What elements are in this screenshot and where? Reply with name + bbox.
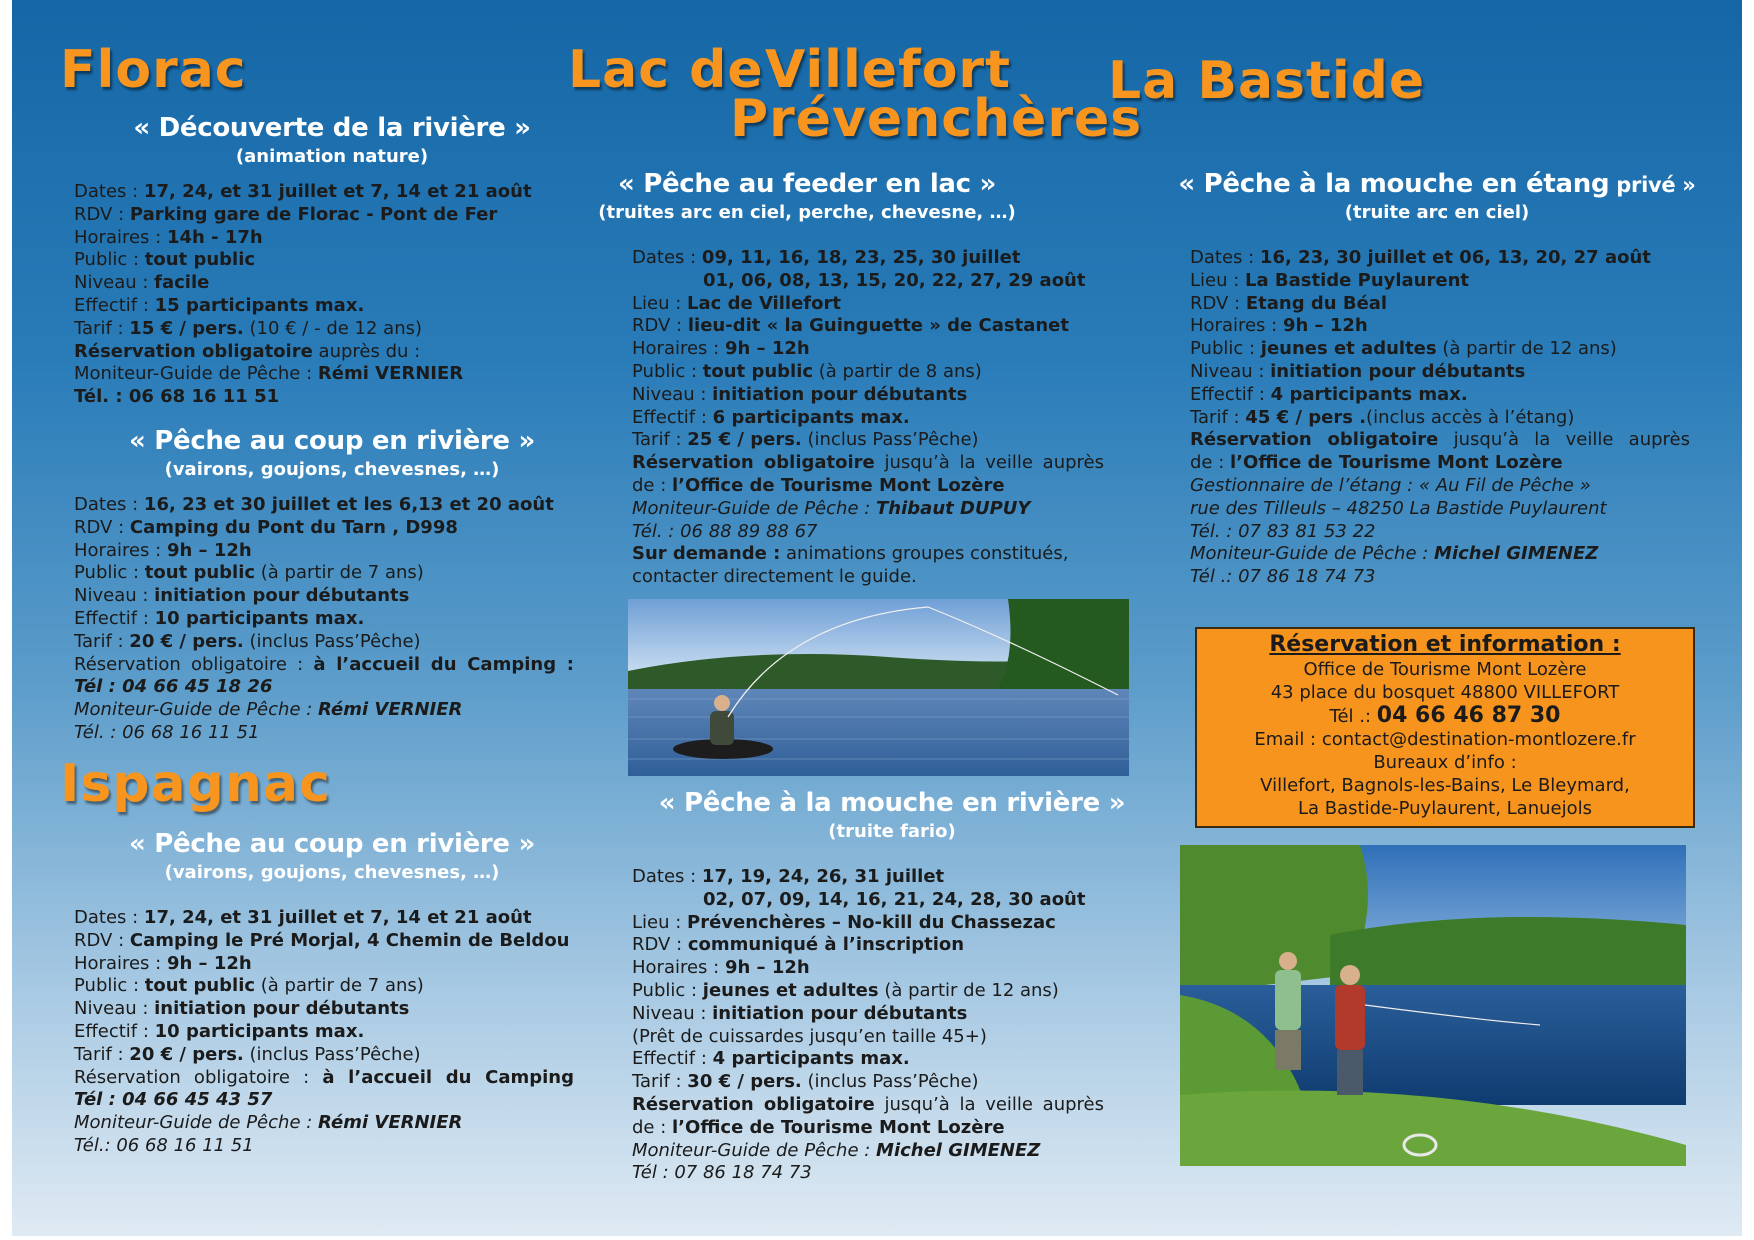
info-line — [1190, 247, 1690, 270]
section-subtitle-decouverte: (animation nature) — [235, 146, 429, 167]
info-value: initiation pour débutants — [712, 1002, 968, 1024]
info-value: Rémi VERNIER — [318, 1112, 463, 1134]
info-line — [632, 1140, 1104, 1163]
info-line — [632, 338, 1104, 361]
info-extra: (à partir de 12 ans) — [878, 979, 1059, 1001]
office-phone-line — [1197, 704, 1693, 728]
info-value: 15 € / pers. — [129, 317, 244, 339]
info-value: 4 participants max. — [712, 1048, 910, 1070]
info-value: jeunes et adultes — [1260, 338, 1437, 360]
info-extra: (10 € / - de 12 ans) — [243, 317, 422, 339]
info-line — [632, 912, 1104, 935]
info-line — [1190, 429, 1690, 452]
section-subtitle-coup-florac: (vairons, goujons, chevesnes, …) — [164, 459, 500, 480]
info-mouche-etang — [1190, 247, 1690, 589]
info-value: 9h – 12h — [1282, 315, 1368, 337]
info-label: Tarif : — [1190, 406, 1246, 428]
info-line — [632, 543, 1104, 566]
info-value: à l’accueil du Camping — [322, 1066, 574, 1088]
photo-pond-fishers — [1180, 845, 1686, 1166]
info-label: Réservation obligatoire : — [74, 653, 314, 675]
info-value: Rémi VERNIER — [318, 699, 463, 721]
info-label: Dates : — [74, 907, 144, 928]
info-text: jusqu’à la veille auprès — [874, 452, 1104, 474]
info-line — [74, 1135, 574, 1158]
info-line — [74, 975, 574, 998]
info-value: initiation pour débutants — [154, 998, 410, 1020]
info-label: Effectif : — [74, 1020, 155, 1042]
info-value: Lac de Villefort — [687, 292, 841, 314]
info-feeder — [632, 247, 1104, 589]
info-label: Horaires : — [632, 338, 725, 360]
info-value: 45 € / pers . — [1245, 406, 1367, 428]
info-decouverte — [74, 181, 532, 409]
info-label: RDV : — [632, 315, 688, 337]
bureaux-towns-1: Villefort, Bagnols-les-Bains, Le Bleymard, — [1260, 775, 1630, 796]
info-line — [74, 953, 574, 976]
info-value: 09, 11, 16, 18, 23, 25, 30 juillet — [701, 247, 1021, 268]
info-text: Tél. : 06 88 89 88 67 — [632, 520, 818, 542]
info-line — [632, 498, 1104, 521]
info-label: RDV : — [1190, 292, 1246, 314]
info-value: tout public — [144, 249, 256, 271]
info-value: La Bastide Puylaurent — [1245, 269, 1470, 291]
info-line — [1190, 521, 1690, 544]
info-value: 17, 19, 24, 26, 31 juillet — [701, 866, 945, 887]
info-value: 25 € / pers. — [687, 429, 802, 451]
info-line — [632, 957, 1104, 980]
info-value: à l’accueil du Camping : — [313, 653, 574, 675]
info-value: 9h – 12h — [166, 952, 252, 974]
info-value: 17, 24, et 31 juillet et 7, 14 et 21 août — [143, 907, 532, 928]
info-value: 9h – 12h — [166, 539, 252, 561]
info-line — [74, 249, 532, 272]
info-text: auprès du : — [312, 340, 421, 362]
info-line — [74, 1021, 574, 1044]
info-value: Parking gare de Florac - Pont de Fer — [129, 203, 498, 225]
info-text: animations groupes constitués, — [780, 543, 1069, 565]
info-value: l’Office de Tourisme Mont Lozère — [672, 1116, 1005, 1138]
info-label: Public : — [74, 562, 145, 584]
info-value: 01, 06, 08, 13, 15, 20, 22, 27, 29 août — [703, 269, 1086, 291]
info-label: Horaires : — [74, 952, 167, 974]
info-line — [1190, 384, 1690, 407]
info-line — [74, 631, 574, 654]
heading-la-bastide: La Bastide — [1108, 51, 1426, 111]
info-line — [74, 585, 574, 608]
info-line — [74, 1112, 574, 1135]
info-line — [74, 722, 574, 745]
info-value: 9h – 12h — [724, 338, 810, 360]
info-line — [632, 980, 1104, 1003]
info-extra: (à partir de 7 ans) — [255, 975, 424, 997]
info-value: initiation pour débutants — [154, 585, 410, 607]
info-value: 20 € / pers. — [129, 1043, 244, 1065]
info-line — [632, 934, 1104, 957]
phone-number[interactable]: 04 66 46 87 30 — [1376, 703, 1561, 728]
info-label: Tarif : — [74, 1043, 130, 1065]
info-line — [632, 1162, 1104, 1185]
info-line — [74, 1089, 574, 1112]
info-line — [632, 407, 1104, 430]
info-line — [632, 1003, 1104, 1026]
info-bold: Sur demande : — [632, 543, 781, 565]
info-value: jeunes et adultes — [702, 979, 879, 1001]
info-text: Tél.: 06 68 16 11 51 — [74, 1134, 254, 1156]
info-label: Horaires : — [632, 957, 725, 979]
info-label: Dates : — [74, 494, 144, 515]
info-extra: (à partir de 8 ans) — [813, 360, 982, 382]
info-text: (Prêt de cuissardes jusqu’en taille 45+) — [632, 1025, 987, 1047]
info-label: Horaires : — [74, 226, 167, 248]
info-label: Lieu : — [632, 292, 688, 314]
info-bold: Tél. : 06 68 16 11 51 — [74, 386, 280, 408]
info-mouche-riviere — [632, 866, 1104, 1185]
info-line — [1190, 543, 1690, 566]
info-value: tout public — [144, 562, 256, 584]
info-value: 4 participants max. — [1270, 383, 1468, 405]
info-value: Camping le Pré Morjal, 4 Chemin de Beldou — [129, 929, 570, 951]
info-line — [1190, 361, 1690, 384]
info-label: Public : — [74, 249, 145, 271]
info-value: 16, 23, 30 juillet et 06, 13, 20, 27 août — [1259, 247, 1651, 268]
info-value: 16, 23 et 30 juillet et les 6,13 et 20 août — [143, 494, 554, 515]
info-line — [632, 452, 1104, 475]
info-bold: Réservation obligatoire — [74, 340, 313, 362]
info-line — [74, 204, 532, 227]
info-line — [74, 272, 532, 295]
info-label: Dates : — [632, 247, 702, 268]
info-line — [74, 676, 574, 699]
info-value: tout public — [702, 360, 814, 382]
info-line — [74, 181, 532, 204]
info-coup-ispagnac — [74, 907, 574, 1158]
info-line — [1190, 452, 1690, 475]
info-line — [74, 699, 574, 722]
info-label: Tarif : — [74, 317, 130, 339]
float-tube-fisher-image — [628, 599, 1129, 776]
info-value: 9h – 12h — [724, 957, 810, 979]
office-name: Office de Tourisme Mont Lozère — [1303, 659, 1587, 680]
info-line — [74, 930, 574, 953]
info-line — [632, 1048, 1104, 1071]
info-label: Horaires : — [74, 539, 167, 561]
info-label: Moniteur-Guide de Pêche : — [632, 497, 877, 519]
info-label: Moniteur-Guide de Pêche : — [632, 1139, 877, 1161]
info-bold: Réservation obligatoire — [632, 452, 875, 474]
info-bold: Réservation obligatoire — [1190, 429, 1439, 451]
info-extra: (inclus Pass’Pêche) — [801, 1071, 979, 1093]
info-line — [632, 384, 1104, 407]
section-title-mouche-etang — [1112, 169, 1754, 199]
info-value: initiation pour débutants — [712, 383, 968, 405]
info-line — [1190, 475, 1690, 498]
info-value: 20 € / pers. — [129, 630, 244, 652]
info-label: Effectif : — [74, 294, 155, 316]
info-line — [1190, 293, 1690, 316]
info-line — [1190, 498, 1690, 521]
info-extra: (à partir de 7 ans) — [255, 562, 424, 584]
info-label: Public : — [632, 979, 703, 1001]
info-line — [632, 1026, 1104, 1049]
section-title-coup-florac: « Pêche au coup en rivière » — [128, 426, 536, 456]
info-line — [1190, 338, 1690, 361]
info-label: Moniteur-Guide de Pêche : — [74, 1112, 319, 1134]
info-line — [632, 361, 1104, 384]
office-address: 43 place du bosquet 48800 VILLEFORT — [1270, 682, 1620, 703]
info-value: Thibaut DUPUY — [876, 497, 1031, 519]
info-value: communiqué à l’inscription — [687, 934, 965, 956]
info-text: Gestionnaire de l’étang : « Au Fil de Pêche » — [1190, 474, 1591, 496]
phone-label: Tél .: — [1329, 706, 1377, 727]
title-prive: privé » — [1609, 173, 1696, 197]
pond-fishers-image — [1180, 845, 1686, 1166]
info-extra: (inclus accès à l’étang) — [1366, 406, 1575, 428]
info-label: Moniteur-Guide de Pêche : — [74, 699, 319, 721]
info-line — [632, 521, 1104, 544]
info-label: Lieu : — [632, 911, 688, 933]
info-line — [74, 608, 574, 631]
info-line — [632, 566, 1104, 589]
info-line — [74, 318, 532, 341]
info-line — [74, 1067, 574, 1090]
info-extra: (inclus Pass’Pêche) — [801, 429, 979, 451]
info-line — [632, 1117, 1104, 1140]
info-label: Effectif : — [1190, 383, 1271, 405]
info-line — [632, 475, 1104, 498]
info-value: 02, 07, 09, 14, 16, 21, 24, 28, 30 août — [703, 888, 1086, 910]
info-label: Public : — [632, 360, 703, 382]
info-line — [632, 293, 1104, 316]
info-value: 17, 24, et 31 juillet et 7, 14 et 21 août — [143, 181, 532, 202]
info-line — [74, 907, 574, 930]
info-label: Niveau : — [1190, 360, 1271, 382]
info-line — [74, 341, 532, 364]
info-line — [74, 540, 574, 563]
bureaux-label: Bureaux d’info : — [1373, 752, 1517, 773]
info-label: de : — [632, 1116, 673, 1138]
info-label: Moniteur-Guide de Pêche : — [1190, 543, 1435, 565]
info-label: Tarif : — [74, 630, 130, 652]
info-line — [632, 1094, 1104, 1117]
info-value: Rémi VERNIER — [317, 363, 464, 385]
info-line — [74, 363, 532, 386]
info-label: Dates : — [632, 866, 702, 887]
reservation-title: Réservation et information : — [1269, 632, 1621, 657]
info-value: Prévenchères – No-kill du Chassezac — [687, 911, 1056, 933]
info-value: 10 participants max. — [154, 1020, 365, 1042]
info-value: 30 € / pers. — [687, 1071, 802, 1093]
info-line — [632, 866, 1104, 889]
info-line — [632, 315, 1104, 338]
brochure-page — [12, 0, 1742, 1236]
info-label: Niveau : — [632, 383, 713, 405]
info-line — [74, 227, 532, 250]
info-line — [632, 429, 1104, 452]
info-value: Michel GIMENEZ — [1434, 543, 1599, 565]
info-value: Michel GIMENEZ — [876, 1139, 1041, 1161]
info-bold: Réservation obligatoire — [632, 1093, 875, 1115]
info-bold: Tél : 04 66 45 43 57 — [74, 1089, 273, 1111]
info-text: Tél. : 06 68 16 11 51 — [74, 721, 260, 743]
info-text: Tél .: 07 86 18 74 73 — [1190, 566, 1376, 588]
info-value: l’Office de Tourisme Mont Lozère — [1230, 452, 1563, 474]
info-line — [74, 654, 574, 677]
info-text: rue des Tilleuls – 48250 La Bastide Puylaurent — [1190, 497, 1607, 519]
section-title-feeder: « Pêche au feeder en lac » — [617, 169, 997, 199]
info-label: Tarif : — [632, 1071, 688, 1093]
info-text: contacter directement le guide. — [632, 566, 917, 588]
info-line — [74, 562, 574, 585]
info-label: Tarif : — [632, 429, 688, 451]
info-line — [632, 270, 1104, 293]
info-label: Niveau : — [74, 272, 155, 294]
section-title-decouverte: « Découverte de la rivière » — [133, 113, 531, 143]
info-value: Camping du Pont du Tarn , D998 — [129, 516, 458, 538]
info-label: Niveau : — [74, 585, 155, 607]
heading-florac: Florac — [60, 40, 247, 100]
info-line — [632, 1071, 1104, 1094]
info-value: lieu-dit « la Guinguette » de Castanet — [687, 315, 1069, 337]
section-subtitle-mouche-riviere: (truite fario) — [828, 821, 956, 842]
info-line — [74, 494, 574, 517]
info-label: Public : — [1190, 338, 1261, 360]
section-title-coup-ispagnac: « Pêche au coup en rivière » — [128, 829, 536, 859]
info-coup-florac — [74, 494, 574, 745]
info-text: jusqu’à la veille auprès — [874, 1093, 1104, 1115]
info-line — [1190, 270, 1690, 293]
info-extra: (à partir de 12 ans) — [1436, 338, 1617, 360]
info-value: initiation pour débutants — [1270, 360, 1526, 382]
info-label: Niveau : — [632, 1002, 713, 1024]
info-value: 14h - 17h — [166, 226, 263, 248]
info-label: Public : — [74, 975, 145, 997]
info-value: Etang du Béal — [1245, 292, 1388, 314]
info-line — [74, 517, 574, 540]
office-email[interactable]: Email : contact@destination-montlozere.fr — [1254, 729, 1636, 750]
info-value: facile — [154, 272, 210, 294]
info-label: Dates : — [74, 181, 144, 202]
heading-ispagnac: Ispagnac — [60, 754, 331, 814]
info-line — [74, 998, 574, 1021]
info-text: jusqu’à la veille auprès — [1438, 429, 1690, 451]
info-value: 6 participants max. — [712, 406, 910, 428]
info-value: 10 participants max. — [154, 607, 365, 629]
info-label: de : — [1190, 452, 1231, 474]
heading-lac-de: Lac de — [568, 40, 764, 100]
photo-float-tube-lake — [628, 599, 1129, 776]
section-subtitle-coup-ispagnac: (vairons, goujons, chevesnes, …) — [164, 862, 500, 883]
info-label: RDV : — [74, 929, 130, 951]
info-label: Effectif : — [632, 1048, 713, 1070]
info-label: RDV : — [74, 203, 130, 225]
info-label: Effectif : — [632, 406, 713, 428]
info-label: RDV : — [632, 934, 688, 956]
info-extra: (inclus Pass’Pêche) — [243, 1043, 421, 1065]
info-label: Dates : — [1190, 247, 1260, 268]
info-label: Lieu : — [1190, 269, 1246, 291]
info-line — [74, 295, 532, 318]
bureaux-towns-2: La Bastide-Puylaurent, Lanuejols — [1298, 798, 1592, 819]
info-value: tout public — [144, 975, 256, 997]
section-subtitle-mouche-etang: (truite arc en ciel) — [1344, 202, 1530, 223]
info-label: Horaires : — [1190, 315, 1283, 337]
info-line — [1190, 566, 1690, 589]
info-line — [632, 247, 1104, 270]
info-label: Niveau : — [74, 998, 155, 1020]
info-label: Effectif : — [74, 607, 155, 629]
info-bold: Tél : 04 66 45 18 26 — [74, 676, 273, 698]
title-main: « Pêche à la mouche en étang — [1178, 169, 1610, 199]
info-line — [1190, 315, 1690, 338]
section-title-mouche-riviere: « Pêche à la mouche en rivière » — [658, 788, 1126, 818]
info-value: l’Office de Tourisme Mont Lozère — [672, 474, 1005, 496]
info-extra: (inclus Pass’Pêche) — [243, 630, 421, 652]
info-label: RDV : — [74, 516, 130, 538]
reservation-box — [1195, 627, 1695, 828]
section-subtitle-feeder: (truites arc en ciel, perche, chevesne, …) — [598, 202, 1016, 223]
info-line — [74, 1044, 574, 1067]
info-label: de : — [632, 474, 673, 496]
heading-villefort: Villefort — [765, 40, 1011, 100]
info-line — [632, 889, 1104, 912]
info-line — [1190, 407, 1690, 430]
heading-prevencheres: Prévenchères — [730, 89, 1143, 149]
info-text: Tél. : 07 83 81 53 22 — [1190, 520, 1376, 542]
info-value: 15 participants max. — [154, 294, 365, 316]
info-label: Moniteur-Guide de Pêche : — [74, 363, 318, 385]
info-line — [74, 386, 532, 409]
info-text: Tél : 07 86 18 74 73 — [632, 1162, 812, 1184]
info-label: Réservation obligatoire : — [74, 1066, 323, 1088]
